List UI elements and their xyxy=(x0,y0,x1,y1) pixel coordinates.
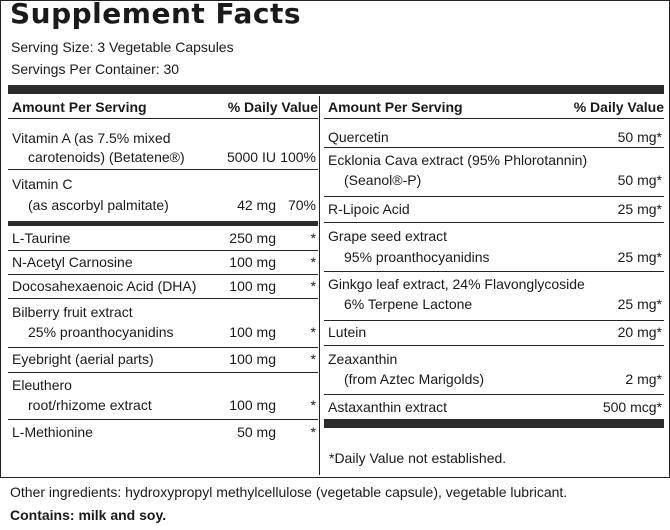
nutrient-dv: * xyxy=(310,424,316,440)
nutrient-row xyxy=(8,373,318,420)
nutrient-dv: * xyxy=(310,278,316,294)
nutrient-name: N-Acetyl Carnosine xyxy=(12,254,133,270)
nutrient-name-cont: 6% Terpene Lactone xyxy=(344,296,473,312)
nutrient-amount: 50 mg* xyxy=(617,129,662,145)
panel-title: Supplement Facts xyxy=(10,0,302,30)
nutrient-amount: 25 mg* xyxy=(617,296,662,312)
top-divider-bar xyxy=(8,85,664,94)
allergen-statement: Contains: milk and soy. xyxy=(10,507,167,523)
nutrient-name: Vitamin C xyxy=(12,176,73,192)
nutrient-row xyxy=(324,148,664,197)
nutrient-name: Quercetin xyxy=(328,129,389,145)
nutrient-row xyxy=(324,272,664,321)
nutrient-dv: * xyxy=(310,230,316,246)
nutrient-row xyxy=(8,348,318,373)
nutrient-name-cont: 25% proanthocyanidins xyxy=(28,324,174,340)
right-column-header xyxy=(324,96,664,119)
nutrient-amount: 2 mg* xyxy=(625,371,662,387)
nutrient-dv: * xyxy=(310,397,316,413)
nutrient-name: Ginkgo leaf extract, 24% Flavonglycoside xyxy=(328,276,585,292)
nutrient-name-cont: (from Aztec Marigolds) xyxy=(344,371,485,387)
nutrient-row xyxy=(324,395,664,419)
nutrient-amount: 25 mg* xyxy=(617,201,662,217)
nutrient-amount: 100 mg xyxy=(229,324,276,340)
nutrient-name: Grape seed extract xyxy=(328,228,448,244)
nutrient-name-cont: 95% proanthocyanidins xyxy=(344,249,490,265)
servings-per-container: Servings Per Container: 30 xyxy=(11,61,180,77)
nutrient-name-cont: carotenoids) (Betatene®) xyxy=(28,149,185,165)
nutrient-dv: * xyxy=(310,254,316,270)
nutrient-amount: 250 mg xyxy=(229,230,276,246)
nutrient-amount: 20 mg* xyxy=(617,324,662,340)
nutrient-name: Lutein xyxy=(328,324,367,340)
right-column xyxy=(324,96,664,428)
nutrient-amount: 100 mg xyxy=(229,397,276,413)
nutrient-name-cont: (as ascorbyl palmitate) xyxy=(28,197,169,213)
nutrient-name: Zeaxanthin xyxy=(328,351,398,367)
nutrient-row xyxy=(8,275,318,299)
nutrient-amount: 100 mg xyxy=(229,254,276,270)
nutrient-row xyxy=(324,119,664,148)
nutrient-amount: 25 mg* xyxy=(617,249,662,265)
nutrient-row xyxy=(324,223,664,272)
column-divider xyxy=(319,96,320,475)
nutrient-dv: 100% xyxy=(280,149,316,165)
nutrient-name: Eleuthero xyxy=(12,377,72,393)
nutrient-name: Vitamin A (as 7.5% mixed xyxy=(12,130,171,146)
nutrient-amount: 100 mg xyxy=(229,278,276,294)
nutrient-name-cont: root/rhizome extract xyxy=(28,397,152,413)
nutrient-amount: 500 mcg* xyxy=(602,399,662,415)
nutrient-amount: 5000 IU xyxy=(226,149,276,165)
amount-per-serving-label: Amount Per Serving xyxy=(12,99,147,115)
nutrient-amount: 50 mg* xyxy=(617,172,662,188)
daily-value-label: % Daily Value xyxy=(227,99,318,115)
nutrient-name: Eyebright (aerial parts) xyxy=(12,351,154,367)
nutrient-name: R-Lipoic Acid xyxy=(328,201,410,217)
nutrient-row xyxy=(324,346,664,395)
nutrient-name-cont: (Seanol®-P) xyxy=(344,172,422,188)
nutrient-amount: 50 mg xyxy=(237,424,276,440)
serving-size: Serving Size: 3 Vegetable Capsules xyxy=(11,39,234,55)
other-ingredients: Other ingredients: hydroxypropyl methylcellulose (vegetable capsule), vegetable lubricant. xyxy=(10,484,568,500)
right-bottom-bar xyxy=(324,419,664,428)
nutrient-dv: 70% xyxy=(287,197,316,213)
amount-per-serving-label: Amount Per Serving xyxy=(328,99,463,115)
nutrient-name: Astaxanthin extract xyxy=(328,399,448,415)
nutrient-name: L-Methionine xyxy=(12,424,93,440)
nutrient-name: Docosahexaenoic Acid (DHA) xyxy=(12,278,197,294)
nutrient-dv: * xyxy=(310,351,316,367)
left-column xyxy=(8,96,318,444)
nutrient-amount: 42 mg xyxy=(237,197,276,213)
left-column-header xyxy=(8,96,318,119)
nutrient-row xyxy=(8,170,318,226)
nutrient-row xyxy=(8,299,318,348)
daily-value-label: % Daily Value xyxy=(573,99,664,115)
nutrient-row xyxy=(8,226,318,251)
nutrient-amount: 100 mg xyxy=(229,351,276,367)
nutrient-row xyxy=(324,321,664,346)
nutrient-row xyxy=(8,251,318,275)
nutrient-row xyxy=(8,119,318,170)
nutrient-dv: * xyxy=(310,324,316,340)
nutrient-row xyxy=(8,420,318,444)
nutrient-name: Ecklonia Cava extract (95% Phlorotannin) xyxy=(328,152,588,168)
nutrient-row xyxy=(324,197,664,223)
nutrient-name: Bilberry fruit extract xyxy=(12,304,133,320)
nutrient-name: L-Taurine xyxy=(12,230,71,246)
footnote: *Daily Value not established. xyxy=(329,450,507,466)
